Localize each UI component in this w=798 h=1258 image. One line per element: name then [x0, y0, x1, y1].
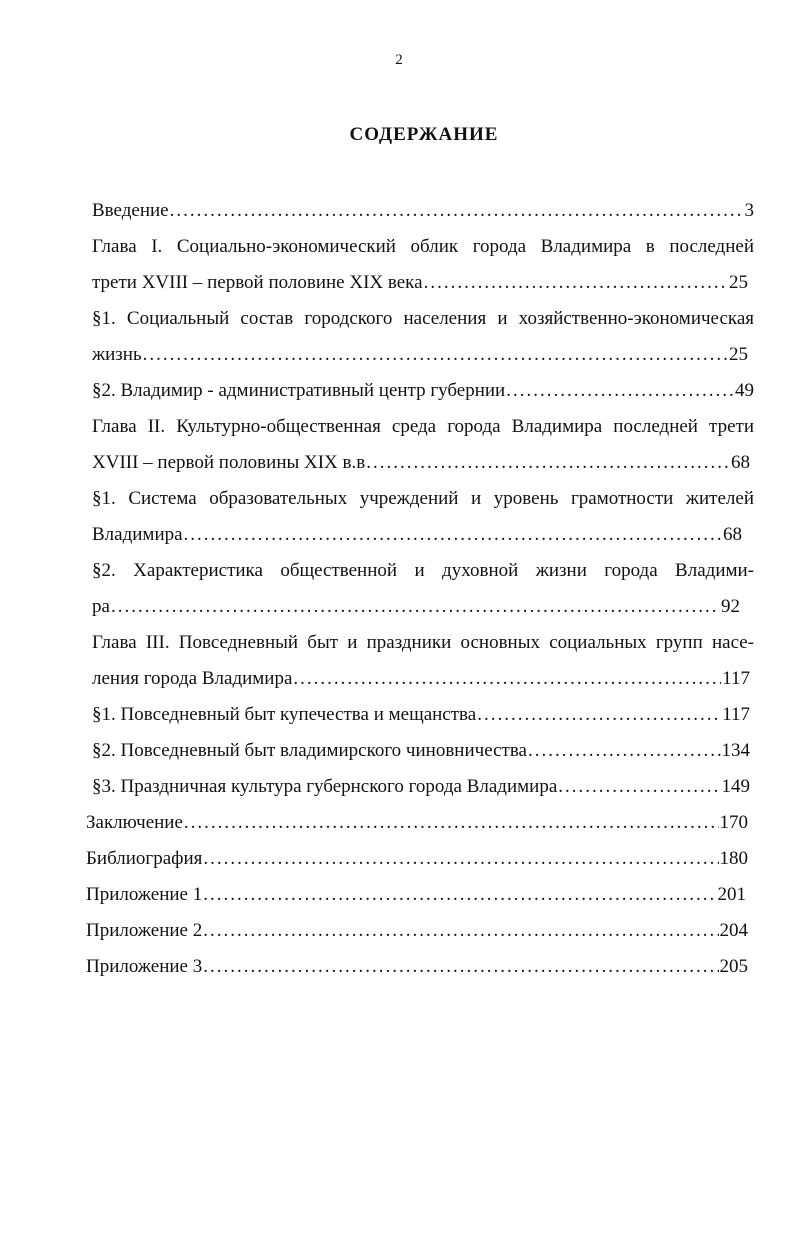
toc-entry-title: Владимира — [92, 524, 183, 545]
toc-entry-ch3-sec3 — [92, 772, 750, 802]
toc-entry-ch3-sec1 — [92, 700, 750, 730]
toc-entry-ch3-sec2 — [92, 736, 750, 766]
leader-dots — [203, 844, 718, 874]
toc-entry-page: 68 — [731, 452, 750, 473]
toc-entry-chapter-2-line1: Глава II. Культурно-общественная среда города Владимира последней трети — [92, 416, 754, 437]
toc-entry-title: Библиография — [86, 848, 203, 869]
toc-entry-page: 180 — [719, 848, 748, 869]
toc-entry-chapter-3 — [92, 664, 750, 694]
toc-entry-page: 201 — [717, 884, 746, 905]
leader-dots — [366, 448, 730, 478]
toc-entry-page: 149 — [721, 776, 750, 797]
toc-entry-page: 25 — [729, 272, 748, 293]
toc-entry-page: 68 — [723, 524, 742, 545]
toc-entry-title: §1. Повседневный быт купечества и мещанства — [92, 704, 477, 725]
leader-dots — [143, 340, 728, 370]
toc-entry-ch2-sec1 — [92, 520, 742, 550]
toc-entry-appendix-3 — [86, 952, 748, 982]
toc-entry-ch2-sec1-line1: §1. Система образовательных учреждений и уровень грамотности жителей — [92, 488, 754, 509]
toc-entry-title: ра — [92, 596, 110, 617]
toc-entry-ch2-sec2 — [92, 592, 740, 622]
toc-entry-title: Приложение 1 — [86, 884, 203, 905]
toc-entry-chapter-2 — [92, 448, 750, 478]
leader-dots — [203, 952, 718, 982]
leader-dots — [184, 520, 722, 550]
toc-entry-title: Введение — [92, 200, 169, 221]
leader-dots — [506, 376, 734, 406]
toc-entry-chapter-1 — [92, 268, 748, 298]
toc-entry-ch2-sec2-line1: §2. Характеристика общественной и духовной жизни города Владими- — [92, 560, 754, 581]
toc-entry-page: 117 — [722, 668, 750, 689]
toc-entry-page: 134 — [721, 740, 750, 761]
toc-entry-title: §2. Владимир - административный центр губернии — [92, 380, 506, 401]
toc-entry-ch1-sec1 — [92, 340, 748, 370]
toc-entry-page: 117 — [722, 704, 750, 725]
toc-entry-title: §3. Праздничная культура губернского города Владимира — [92, 776, 558, 797]
toc-entry-appendix-2 — [86, 916, 748, 946]
toc-entry-title: Приложение 3 — [86, 956, 203, 977]
toc-entry-title: Приложение 2 — [86, 920, 203, 941]
toc-entry-bibliography — [86, 844, 748, 874]
toc-entry-title: трети XVIII – первой половине XIX века — [92, 272, 423, 293]
toc-entry-ch1-sec2 — [92, 376, 754, 406]
toc-entry-title: §2. Повседневный быт владимирского чиновничества — [92, 740, 527, 761]
leader-dots — [170, 196, 744, 226]
toc-entry-title: XVIII – первой половины XIX в.в — [92, 452, 366, 473]
toc-entry-page: 49 — [735, 380, 754, 401]
leader-dots — [424, 268, 728, 298]
toc-entry-page: 204 — [719, 920, 748, 941]
leader-dots — [528, 736, 721, 766]
toc-entry-chapter-3-line1: Глава III. Повседневный быт и праздники основных социальных групп насе- — [92, 632, 754, 653]
toc-entry-page: 3 — [744, 200, 754, 221]
toc-entry-intro — [92, 196, 754, 226]
page-number: 2 — [395, 52, 403, 68]
toc-entry-title: ления города Владимира — [92, 668, 293, 689]
toc-entry-page: 205 — [719, 956, 748, 977]
toc-entry-appendix-1 — [86, 880, 746, 910]
leader-dots — [477, 700, 721, 730]
toc-entry-chapter-1-line1: Глава I. Социально-экономический облик города Владимира в последней — [92, 236, 754, 257]
toc-entry-conclusion — [86, 808, 748, 838]
toc-entry-ch1-sec1-line1: §1. Социальный состав городского населения и хозяйственно-экономическая — [92, 308, 754, 329]
page-title: СОДЕРЖАНИЕ — [349, 124, 499, 145]
leader-dots — [203, 916, 718, 946]
toc-entry-title: Заключение — [86, 812, 183, 833]
leader-dots — [558, 772, 720, 802]
toc-entry-page: 92 — [721, 596, 740, 617]
toc-entry-page: 25 — [729, 344, 748, 365]
toc-entry-page: 170 — [719, 812, 748, 833]
leader-dots — [184, 808, 719, 838]
toc-entry-title: жизнь — [92, 344, 142, 365]
leader-dots — [111, 592, 720, 622]
leader-dots — [203, 880, 716, 910]
leader-dots — [293, 664, 721, 694]
